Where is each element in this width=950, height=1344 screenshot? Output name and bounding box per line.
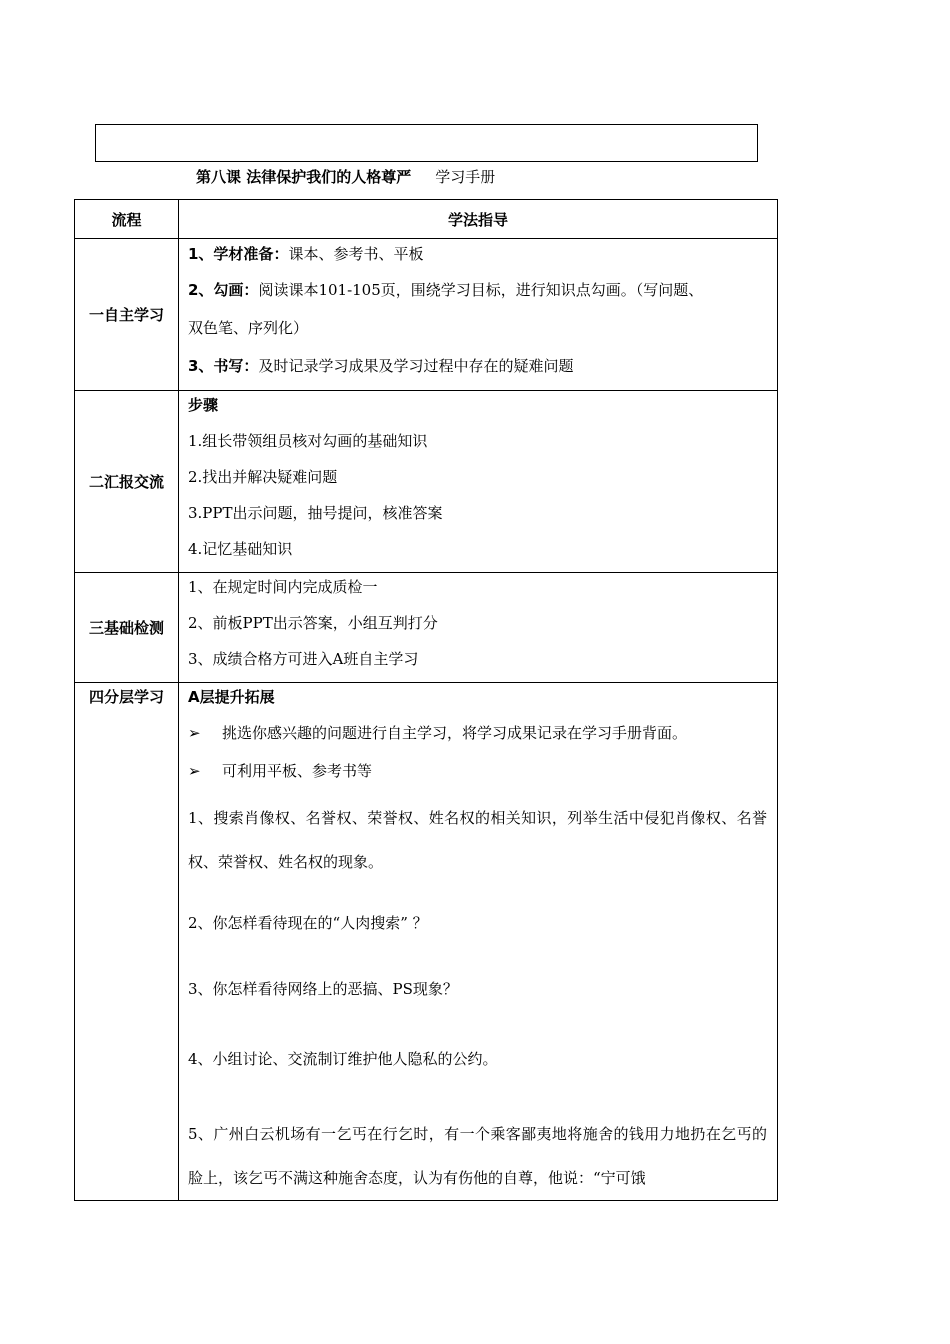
question-item: 1、搜索肖像权、名誉权、荣誉权、姓名权的相关知识，列举生活中侵犯肖像权、名誉权、荣誉权、姓名权的现象。 [188, 809, 767, 871]
table-row [75, 239, 778, 391]
list-item: 1、学材准备：课本、参考书、平板 [188, 245, 424, 263]
layer-heading: A层提升拓展 [188, 688, 275, 706]
table-row [75, 573, 778, 683]
table-row [75, 683, 778, 1201]
question-item: 2、你怎样看待现在的“人肉搜索” ？ [188, 914, 428, 932]
page-title [196, 166, 495, 187]
list-item: 2、勾画：阅读课本101-105页，围绕学习目标，进行知识点勾画。（写问题、 [188, 281, 704, 299]
stage-label: 一自主学习 [75, 239, 179, 391]
list-item: 2.找出并解决疑难问题 [188, 468, 338, 486]
question-item: 3、你怎样看待网络上的恶搞、PS现象？ [188, 980, 458, 998]
study-guide-table [74, 199, 778, 1201]
stage-label: 二汇报交流 [75, 391, 179, 573]
col-header-process: 流程 [75, 200, 179, 239]
list-item: ➢ 可利用平板、参考书等 [188, 758, 767, 796]
list-item: 4.记忆基础知识 [188, 540, 293, 558]
lesson-title: 第八课 法律保护我们的人格尊严 [196, 168, 412, 186]
stage-label: 三基础检测 [75, 573, 179, 683]
col-header-guide: 学法指导 [179, 200, 778, 239]
list-item: 3、成绩合格方可进入A班自主学习 [188, 650, 419, 668]
steps-heading: 步骤 [188, 396, 219, 414]
question-item: 4、小组讨论、交流制订维护他人隐私的公约。 [188, 1050, 498, 1068]
list-item: 3.PPT出示问题，抽号提问，核准答案 [188, 504, 443, 522]
table-header-row [75, 200, 778, 239]
list-item: ➢ 挑选你感兴趣的问题进行自主学习，将学习成果记录在学习手册背面。 [188, 720, 767, 758]
guide-cell [179, 391, 778, 573]
list-item: 1、在规定时间内完成质检一 [188, 578, 378, 596]
guide-cell [179, 239, 778, 391]
header-box [95, 124, 758, 162]
list-item: 1.组长带领组员核对勾画的基础知识 [188, 432, 428, 450]
question-item: 5、广州白云机场有一乞丐在行乞时，有一个乘客鄙夷地将施舍的钱用力地扔在乞丐的脸上，该乞丐不满这种施舍态度，认为有伤他的自尊，他说：“宁可饿 [188, 1125, 767, 1187]
table-row [75, 391, 778, 573]
handbook-label: 学习手册 [435, 168, 496, 186]
stage-label: 四分层学习 [75, 683, 179, 1201]
list-item: 3、书写：及时记录学习成果及学习过程中存在的疑难问题 [188, 357, 574, 375]
guide-cell [179, 683, 778, 1201]
list-item: 双色笔、序列化） [188, 319, 309, 337]
arrow-bullet-icon: ➢ [188, 762, 201, 780]
list-item: 2、前板PPT出示答案，小组互判打分 [188, 614, 438, 632]
arrow-bullet-icon: ➢ [188, 724, 201, 742]
guide-cell [179, 573, 778, 683]
